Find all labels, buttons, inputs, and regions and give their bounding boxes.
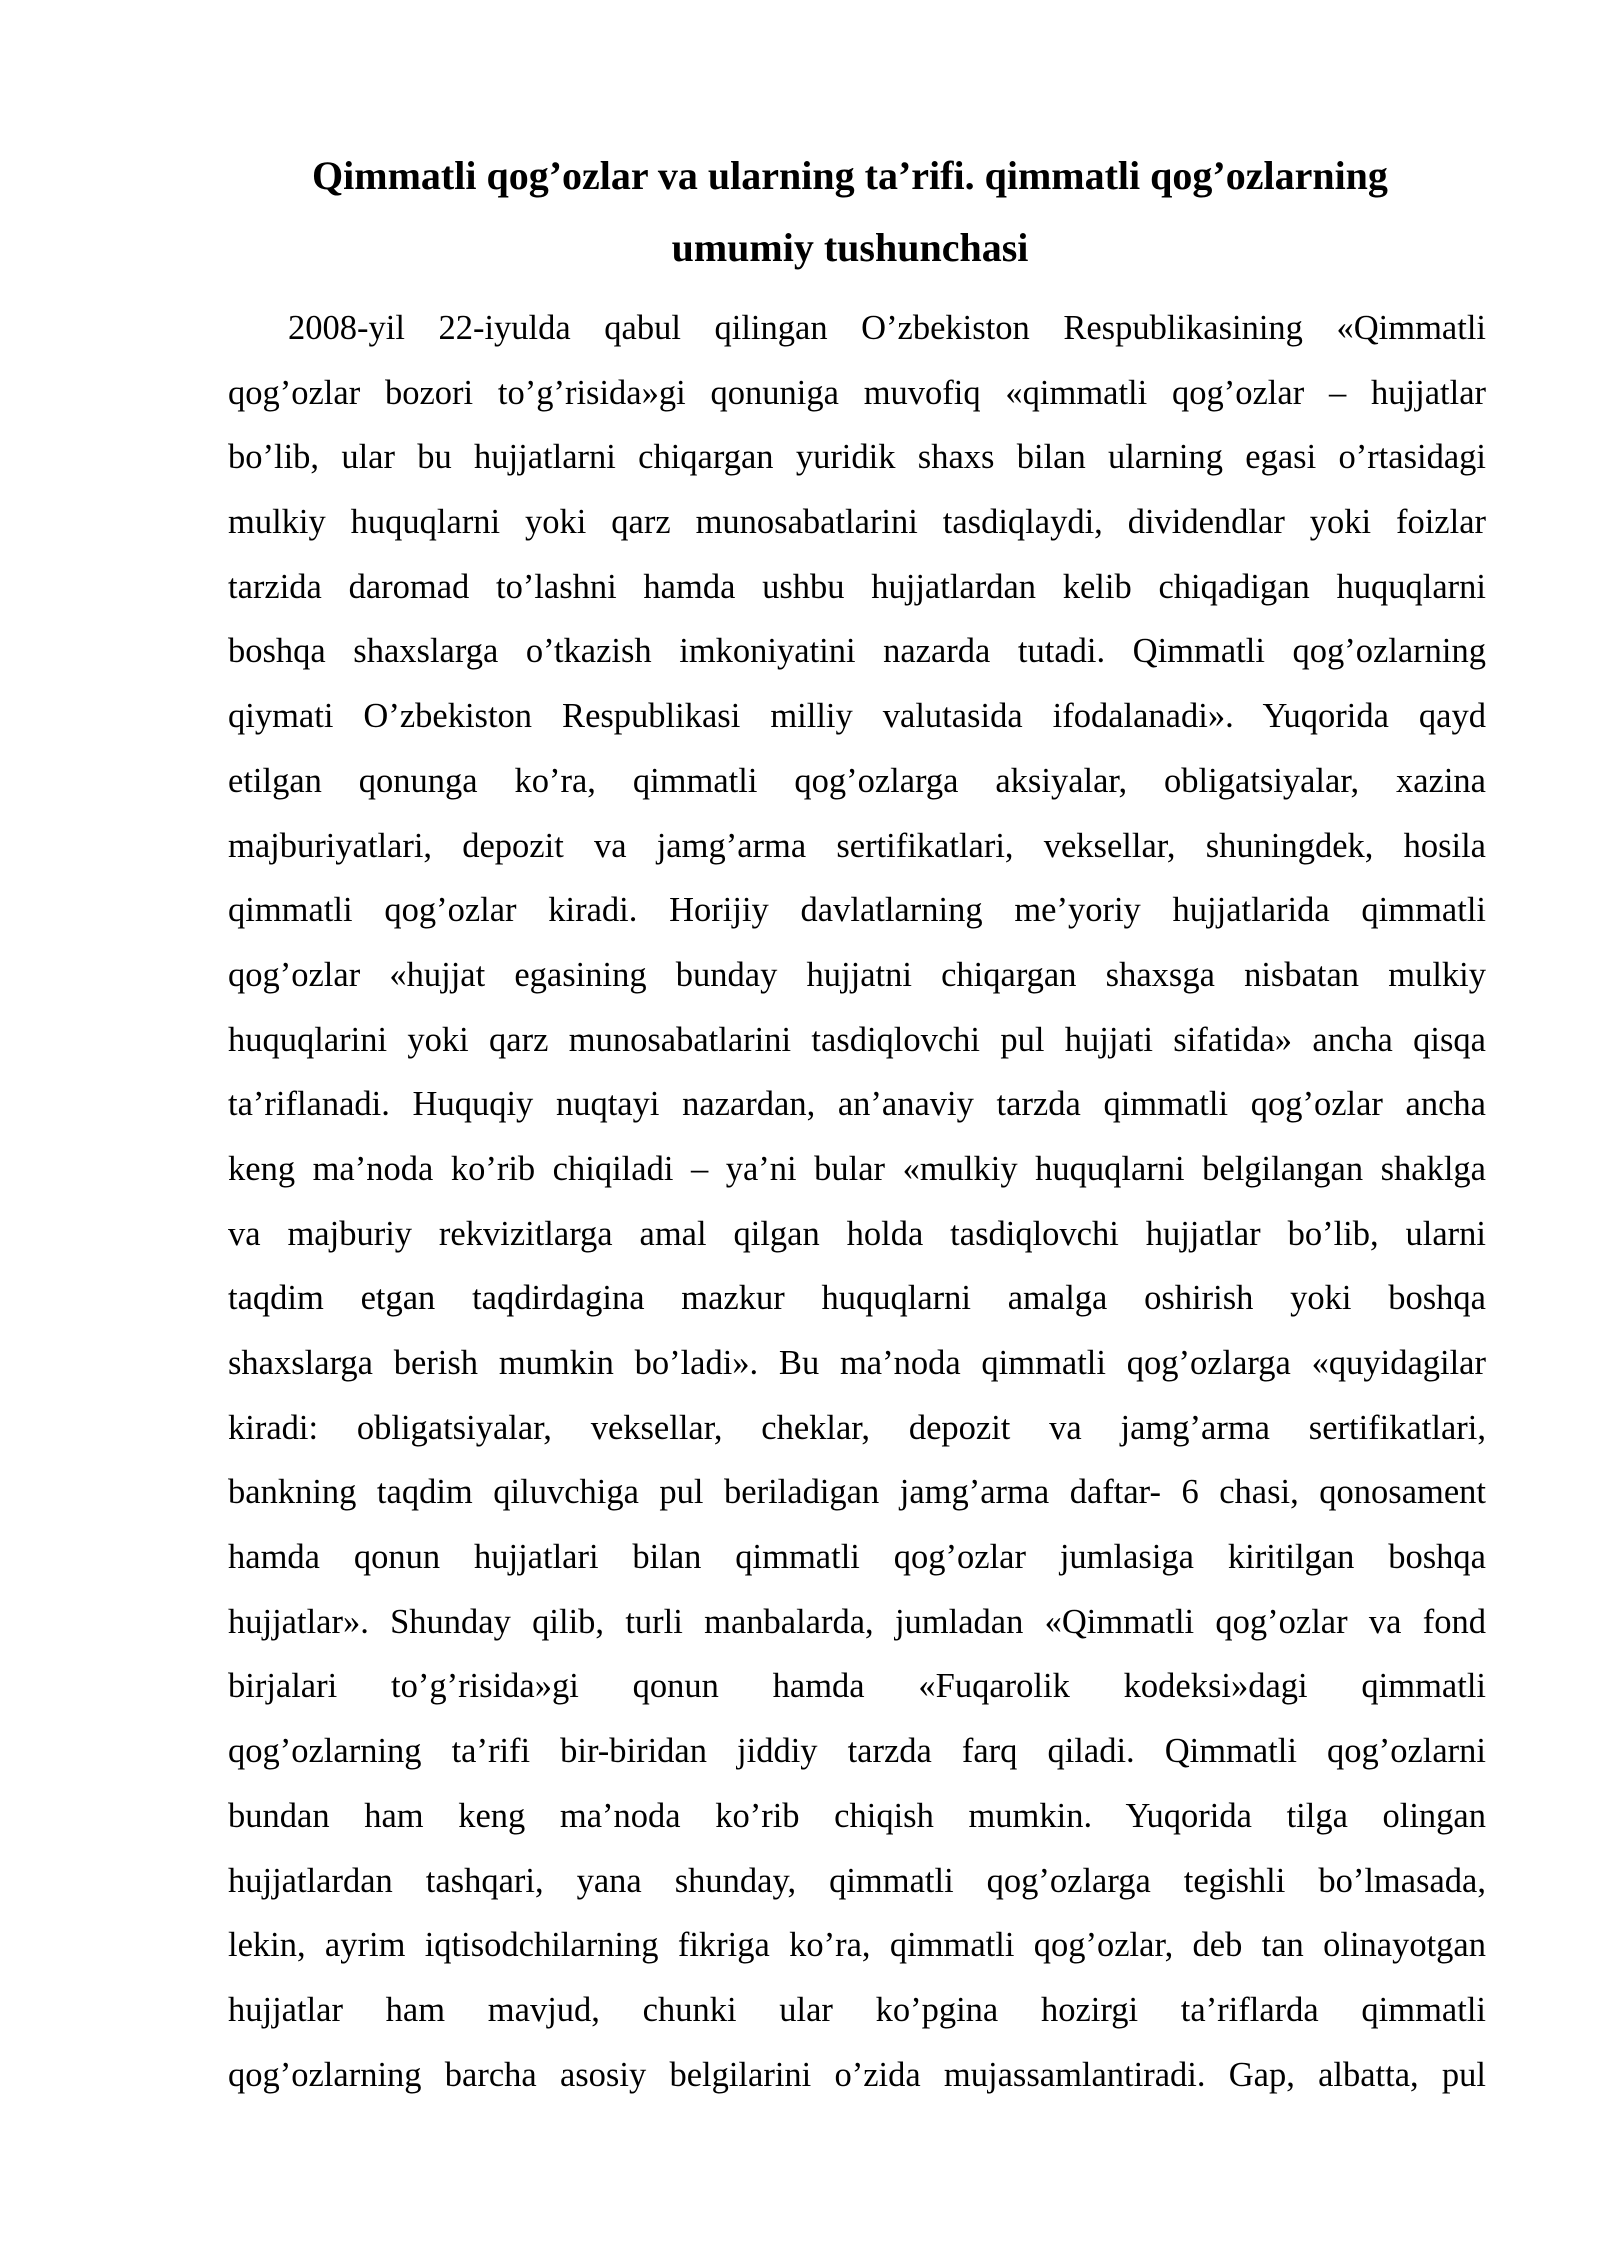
body-line: bundan ham keng ma’noda ko’rib chiqish mumkin. Yuqorida tilga olingan [228,1796,1486,1835]
body-line: qog’ozlar «hujjat egasining bunday hujjatni chiqargan shaxsga nisbatan mulkiy [228,955,1486,994]
document-title-line-1: Qimmatli qog’ozlar va ularning ta’rifi. qimmatli qog’ozlarning [312,153,1388,198]
body-line: hujjatlar ham mavjud, chunki ular ko’pgina hozirgi ta’riflarda qimmatli [228,1990,1486,2029]
body-line: shaxslarga berish mumkin bo’ladi». Bu ma’noda qimmatli qog’ozlarga «quyidagilar [228,1344,1486,1382]
body-line: lekin, ayrim iqtisodchilarning fikriga ko’ra, qimmatli qog’ozlar, deb tan olinayotgan [228,1926,1486,1965]
body-line: keng ma’noda ko’rib chiqiladi – ya’ni bular «mulkiy huquqlarni belgilangan shaklga [228,1149,1486,1188]
body-line: birjalari to’g’risida»gi qonun hamda «Fuqarolik kodeksi»dagi qimmatli [228,1667,1486,1706]
body-line: tarzida daromad to’lashni hamda ushbu hujjatlardan kelib chiqadigan huquqlarni [228,567,1486,606]
body-line: qog’ozlarning barcha asosiy belgilarini o’zida mujassamlantiradi. Gap, albatta, pul [228,2055,1486,2094]
body-line: majburiyatlari, depozit va jamg’arma sertifikatlari, veksellar, shuningdek, hosila [228,826,1486,865]
body-line: qog’ozlarning ta’rifi bir-biridan jiddiy tarzda farq qiladi. Qimmatli qog’ozlarni [228,1732,1486,1771]
body-line: 2008-yil 22-iyulda qabul qilingan O’zbekiston Respublikasining «Qimmatli [288,309,1486,347]
body-line: hujjatlar». Shunday qilib, turli manbalarda, jumladan «Qimmatli qog’ozlar va fond [228,1602,1486,1641]
document-title-line-2: umumiy tushunchasi [671,225,1029,270]
body-line: huquqlarini yoki qarz munosabatlarini tasdiqlovchi pul hujjati sifatida» ancha qisqa [228,1020,1486,1059]
body-line: bo’lib, ular bu hujjatlarni chiqargan yuridik shaxs bilan ularning egasi o’rtasidagi [228,438,1486,477]
body-line: va majburiy rekvizitlarga amal qilgan holda tasdiqlovchi hujjatlar bo’lib, ularni [228,1214,1486,1253]
body-line: qog’ozlar bozori to’g’risida»gi qonuniga muvofiq «qimmatli qog’ozlar – hujjatlar [228,373,1486,412]
body-line: taqdim etgan taqdirdagina mazkur huquqlarni amalga oshirish yoki boshqa [228,1279,1486,1318]
body-line: hujjatlardan tashqari, yana shunday, qimmatli qog’ozlarga tegishli bo’lmasada, [228,1861,1486,1900]
body-line: ta’riflanadi. Huquqiy nuqtayi nazardan, an’anaviy tarzda qimmatli qog’ozlar ancha [228,1085,1486,1124]
body-line: kiradi: obligatsiyalar, veksellar, cheklar, depozit va jamg’arma sertifikatlari, [228,1408,1486,1447]
body-line: etilgan qonunga ko’ra, qimmatli qog’ozlarga aksiyalar, obligatsiyalar, xazina [228,761,1486,800]
body-line: qimmatli qog’ozlar kiradi. Horijiy davlatlarning me’yoriy hujjatlarida qimmatli [228,891,1486,930]
body-line: qiymati O’zbekiston Respublikasi milliy valutasida ifodalanadi». Yuqorida qayd [228,697,1486,736]
body-line: hamda qonun hujjatlari bilan qimmatli qog’ozlar jumlasiga kiritilgan boshqa [228,1538,1486,1577]
body-line: mulkiy huquqlarni yoki qarz munosabatlarini tasdiqlaydi, dividendlar yoki foizlar [228,503,1486,542]
body-line: boshqa shaxslarga o’tkazish imkoniyatini nazarda tutadi. Qimmatli qog’ozlarning [228,632,1486,671]
body-line: bankning taqdim qiluvchiga pul beriladigan jamg’arma daftar- 6 chasi, qonosament [228,1473,1486,1512]
document-body [228,296,1486,2107]
